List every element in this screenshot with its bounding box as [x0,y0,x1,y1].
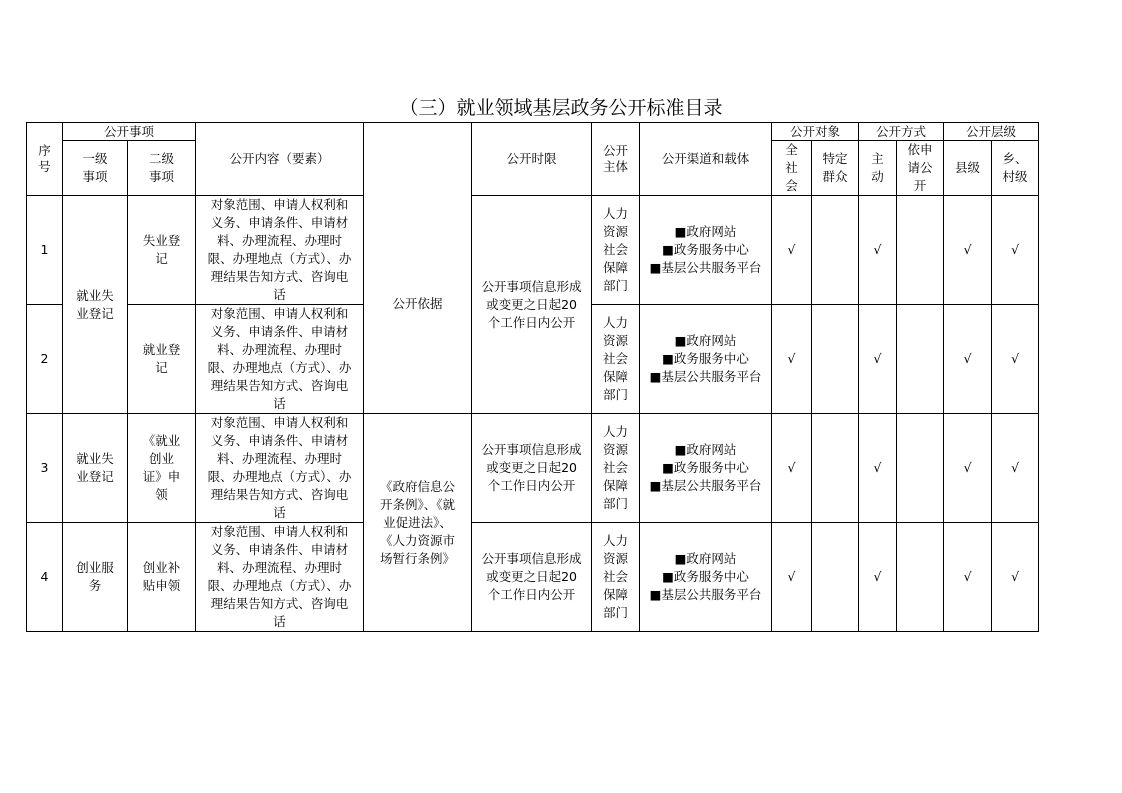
header-row-1 [27,123,1039,141]
row-target-specific [812,305,859,414]
channel-website: ■政府网站 [674,224,737,239]
channel-platform: ■基层公共服务平台 [649,587,762,602]
channel-platform: ■基层公共服务平台 [649,478,762,493]
row-channels [640,523,772,632]
row-basis: 公开依据 [364,196,472,414]
channel-website: ■政府网站 [674,442,737,457]
row-method-apply [897,414,944,523]
row-target-all: √ [772,305,812,414]
header-seq: 序号 [27,123,63,196]
header-method: 公开方式 [859,123,944,141]
row-target-specific [812,523,859,632]
row-content: 对象范围、申请人权利和义务、申请条件、申请材料、办理流程、办理时限、办理地点（方式）、办理结果告知方式、咨询电话 [196,305,364,414]
row-level-village: √ [992,196,1039,305]
row-content: 对象范围、申请人权利和义务、申请条件、申请材料、办理流程、办理时限、办理地点（方式）、办理结果告知方式、咨询电话 [196,196,364,305]
table-row [27,523,1039,632]
channel-platform: ■基层公共服务平台 [649,260,762,275]
channel-website: ■政府网站 [674,551,737,566]
row-level-village: √ [992,523,1039,632]
header-level: 公开层级 [944,123,1039,141]
row-method-active: √ [859,523,897,632]
row-level2: 创业补贴申领 [128,523,196,632]
row-level1: 创业服务 [63,523,128,632]
row-target-specific [812,196,859,305]
header-channel: 公开渠道和载体 [640,123,772,196]
header-content: 公开内容（要素） [196,123,364,196]
header-level1: 一级事项 [63,141,128,196]
row-level-village: √ [992,305,1039,414]
header-subject: 公开主体 [592,123,640,196]
row-target-all: √ [772,414,812,523]
row-level1: 就业失业登记 [63,196,128,414]
row-channels [640,305,772,414]
row-seq: 3 [27,414,63,523]
header-basis [364,123,472,196]
row-method-apply [897,196,944,305]
row-basis: 《政府信息公开条例》、《就业促进法》、《人力资源市场暂行条例》 [364,414,472,632]
header-target-specific: 特定群众 [812,141,859,196]
row-level2: 就业登记 [128,305,196,414]
catalog-table [26,122,1039,632]
row-level1: 就业失业登记 [63,414,128,523]
row-seq: 1 [27,196,63,305]
channel-website: ■政府网站 [674,333,737,348]
row-seq: 4 [27,523,63,632]
row-channels [640,414,772,523]
header-target-all: 全社会 [772,141,812,196]
row-target-all: √ [772,523,812,632]
header-time-limit: 公开时限 [472,123,592,196]
table-row [27,414,1039,523]
channel-service-center: ■政务服务中心 [662,569,749,584]
row-channels [640,196,772,305]
row-content: 对象范围、申请人权利和义务、申请条件、申请材料、办理流程、办理时限、办理地点（方式）、办理结果告知方式、咨询电话 [196,523,364,632]
channel-service-center: ■政务服务中心 [662,351,749,366]
header-level-village: 乡、村级 [992,141,1039,196]
row-subject: 人力资源社会保障部门 [592,305,640,414]
row-seq: 2 [27,305,63,414]
row-method-active: √ [859,196,897,305]
channel-service-center: ■政务服务中心 [662,460,749,475]
row-target-all: √ [772,196,812,305]
header-method-active: 主动 [859,141,897,196]
row-time-limit: 公开事项信息形成或变更之日起20个工作日内公开 [472,196,592,414]
header-level2: 二级事项 [128,141,196,196]
header-target: 公开对象 [772,123,859,141]
channel-platform: ■基层公共服务平台 [649,369,762,384]
row-method-apply [897,305,944,414]
page-title: （三）就业领域基层政务公开标准目录 [399,97,723,119]
row-method-apply [897,523,944,632]
row-time-limit: 公开事项信息形成或变更之日起20个工作日内公开 [472,523,592,632]
row-level-county: √ [944,414,992,523]
row-target-specific [812,414,859,523]
row-level-county: √ [944,305,992,414]
row-method-active: √ [859,305,897,414]
row-time-limit: 公开事项信息形成或变更之日起20个工作日内公开 [472,414,592,523]
header-level-county: 县级 [944,141,992,196]
header-method-apply: 依申请公开 [897,141,944,196]
header-matters: 公开事项 [63,123,196,141]
row-content: 对象范围、申请人权利和义务、申请条件、申请材料、办理流程、办理时限、办理地点（方式）、办理结果告知方式、咨询电话 [196,414,364,523]
row-level2: 《就业创业证》申领 [128,414,196,523]
row-method-active: √ [859,414,897,523]
row-subject: 人力资源社会保障部门 [592,414,640,523]
row-level-county: √ [944,196,992,305]
row-level-county: √ [944,523,992,632]
channel-service-center: ■政务服务中心 [662,242,749,257]
row-level2: 失业登记 [128,196,196,305]
table-row [27,196,1039,305]
row-level-village: √ [992,414,1039,523]
row-subject: 人力资源社会保障部门 [592,523,640,632]
row-subject: 人力资源社会保障部门 [592,196,640,305]
